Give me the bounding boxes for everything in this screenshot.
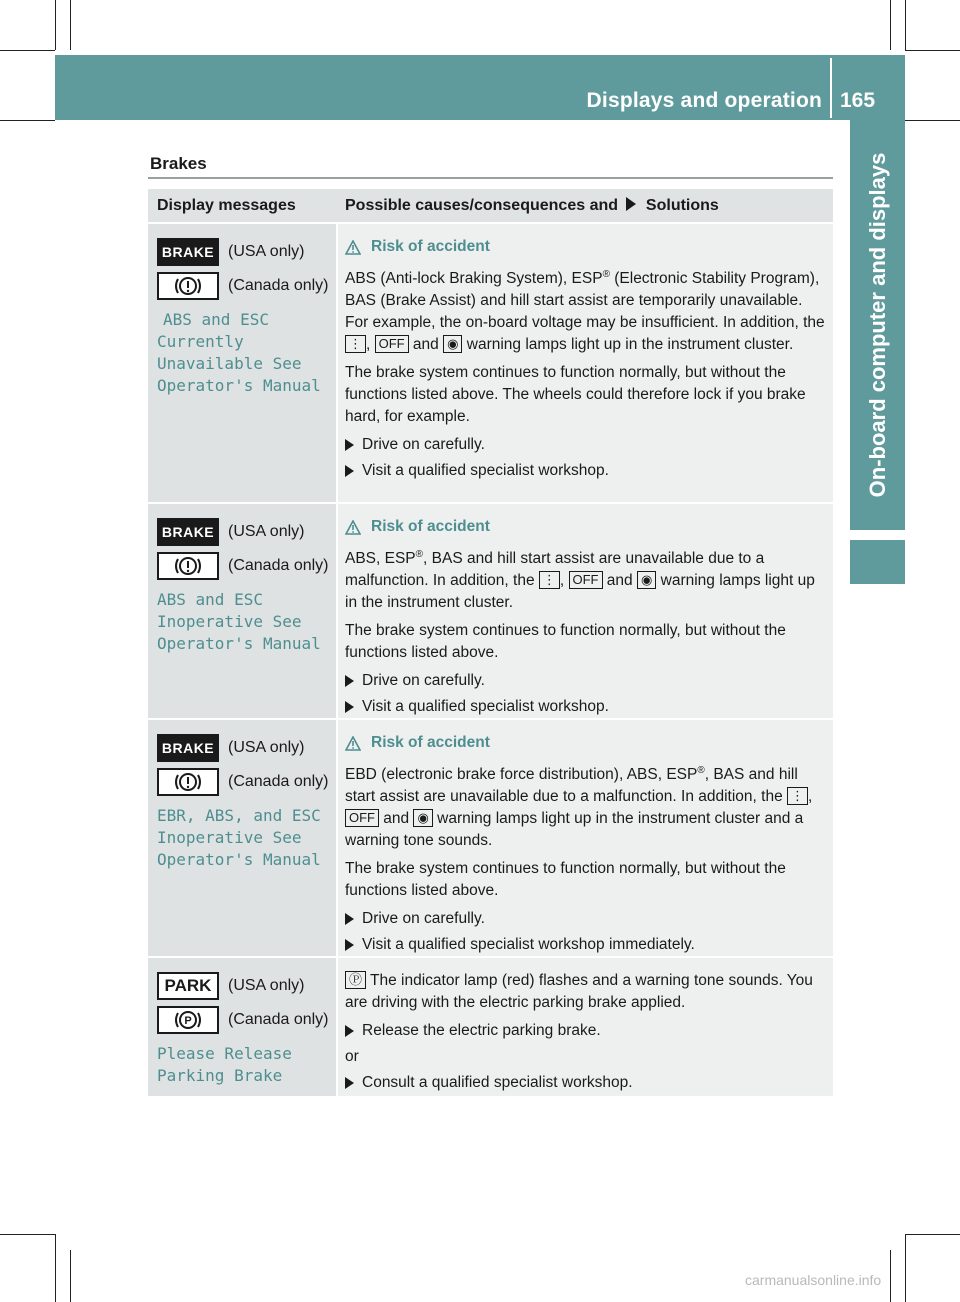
watermark: carmanualsonline.info [745,1272,882,1288]
esp-off-icon: OFF [375,335,409,353]
display-cell [148,958,336,1096]
chapter-marker [850,540,905,584]
table-row [148,224,833,502]
header-divider [830,58,832,118]
abs-circle-icon [157,552,219,580]
risk-note: The brake system continues to function normally, but without the functions listed above. [345,860,786,900]
risk-heading: Risk of accident [345,236,829,258]
table-row [148,504,833,718]
abs-lamp-icon: ◉ [413,809,432,827]
abs-circle-icon [157,272,219,300]
display-message: EBR, ABS, and ESC Inoperative See Operator's Manual [157,806,321,869]
step-arrow-icon [345,939,354,951]
risk-note: The brake system continues to function normally, but without the functions listed above. [345,622,786,662]
solution-arrow-icon [626,197,636,211]
region-label: (USA only) [228,523,305,540]
esp-skid-icon: ⋮ [345,335,366,353]
abs-circle-icon [157,768,219,796]
risk-heading: Risk of accident [345,516,829,538]
display-cell [148,504,336,718]
crop-mark [70,1250,71,1302]
esp-skid-icon: ⋮ [539,571,560,589]
crop-mark [0,50,55,51]
region-label: (Canada only) [228,1011,329,1028]
indicator-line [157,971,336,1001]
indicator-line [157,733,336,763]
region-label: (Canada only) [228,277,329,294]
risk-heading: Risk of accident [345,732,829,754]
column-header: Possible causes/consequences and Solutions [345,196,719,214]
indicator-line [157,237,336,267]
display-message: ABS and ESC Inoperative See Operator's Manual [157,590,321,653]
page-title: Displays and operation [586,89,822,112]
solution-step: Visit a qualified specialist workshop immediately. [345,934,829,956]
esp-off-icon: OFF [569,571,603,589]
region-label: (USA only) [228,977,305,994]
warning-triangle-icon [345,520,361,535]
solution-step: Drive on carefully. [345,908,829,930]
step-arrow-icon [345,465,354,477]
indicator-line [157,1005,336,1035]
page-number: 165 [840,89,876,112]
risk-description: ABS (Anti-lock Braking System), ESP® (Electronic Stability Program), BAS (Brake Assist) and hill start assist are temporarily unavailable. For example, the on-board voltage may be insufficient. In addition, the ⋮ , OFF and ◉ warning lamps light up in the instrument cluster. [345,269,825,354]
solution-step: Drive on carefully. [345,670,829,692]
solution-step: Visit a qualified specialist workshop. [345,460,829,482]
crop-mark [890,1250,891,1302]
step-arrow-icon [345,701,354,713]
solution-step: Consult a qualified specialist workshop. [345,1072,829,1094]
parking-lamp-icon: Ⓟ [345,971,366,989]
table-header [148,189,833,222]
crop-mark [0,1234,55,1235]
svg-text:P: P [184,1015,192,1027]
crop-mark [905,120,960,121]
display-message: Please Release Parking Brake [157,1044,292,1085]
step-arrow-icon [345,913,354,925]
solution-step: Release the electric parking brake. [345,1020,829,1042]
warning-triangle-icon [345,736,361,751]
warning-triangle-icon [345,240,361,255]
solution-cell [338,720,833,956]
park-warning-icon: PARK [157,972,219,1000]
display-cell [148,224,336,502]
solution-step: Visit a qualified specialist workshop. [345,696,829,718]
crop-mark [55,1234,56,1302]
region-label: (USA only) [228,243,305,260]
chapter-tab-label: On-board computer and displays [865,152,890,498]
esp-skid-icon: ⋮ [787,787,808,805]
abs-lamp-icon: ◉ [443,335,462,353]
crop-mark [905,50,960,51]
table-row [148,720,833,956]
solution-step: Drive on carefully. [345,434,829,456]
risk-description: EBD (electronic brake force distribution), ABS, ESP®, BAS and hill start assist are unavailable due to a malfunction. In addition, the ⋮ , OFF and ◉ warning lamps light up in the instrument cluster and a warning tone sounds. [345,765,813,850]
messages-table [148,189,833,1096]
parking-brake-icon [157,1006,219,1034]
region-label: (USA only) [228,739,305,756]
section-divider [148,177,833,179]
abs-lamp-icon: ◉ [637,571,656,589]
step-arrow-icon [345,1077,354,1089]
crop-mark [905,1234,960,1235]
risk-note: The brake system continues to function normally, but without the functions listed above. The wheels could therefore lock if you brake hard, for example. [345,364,806,426]
crop-mark [55,0,56,50]
column-header: Display messages [157,196,296,214]
or-separator: or [345,1048,359,1065]
indicator-line [157,517,336,547]
solution-cell [338,224,833,502]
table-row [148,958,833,1096]
esp-off-icon: OFF [345,809,379,827]
crop-mark [890,0,891,50]
display-message: ABS and ESC Currently Unavailable See Operator's Manual [157,310,321,395]
risk-description: ABS, ESP®, BAS and hill start assist are unavailable due to a malfunction. In addition, the ⋮ , OFF and ◉ warning lamps light up in the instrument cluster. [345,549,815,612]
section-title: Brakes [150,154,207,173]
brake-warning-icon: BRAKE [157,238,219,266]
indicator-line [157,271,336,301]
crop-mark [0,120,55,121]
chapter-tab [850,120,905,530]
step-arrow-icon [345,675,354,687]
indicator-description: Ⓟ The indicator lamp (red) flashes and a warning tone sounds. You are driving with the electric parking brake applied. [345,972,813,1011]
region-label: (Canada only) [228,773,329,790]
brake-warning-icon: BRAKE [157,518,219,546]
region-label: (Canada only) [228,557,329,574]
indicator-line [157,551,336,581]
crop-mark [905,0,906,50]
step-arrow-icon [345,439,354,451]
indicator-line [157,767,336,797]
crop-mark [70,0,71,50]
solution-cell [338,958,833,1096]
brake-warning-icon: BRAKE [157,734,219,762]
solution-cell [338,504,833,718]
step-arrow-icon [345,1025,354,1037]
display-cell [148,720,336,956]
crop-mark [905,1234,906,1302]
